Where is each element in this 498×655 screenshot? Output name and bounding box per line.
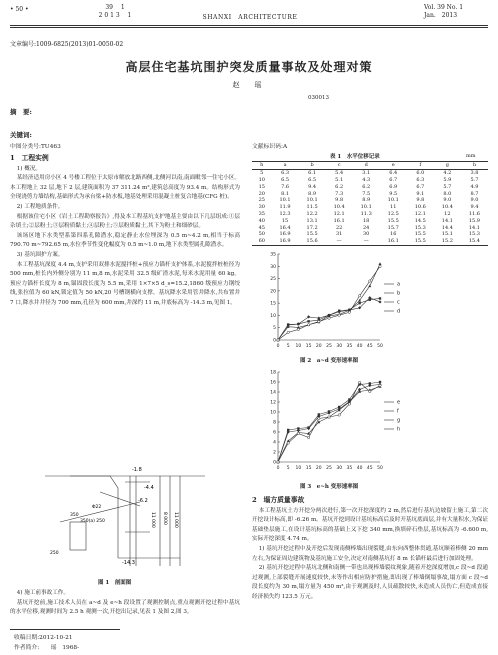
- y-tick-label: 25: [270, 277, 276, 283]
- table-cell: 9.1: [416, 190, 425, 197]
- table-cell: 31: [335, 231, 343, 238]
- x-tick-label: 45: [366, 344, 373, 349]
- x-tick-label: 50: [377, 344, 383, 349]
- table-cell: 4.2: [443, 170, 452, 177]
- table-cell: 6.5: [281, 176, 290, 183]
- data-point: [307, 436, 309, 438]
- table-cell: 8.7: [470, 190, 479, 197]
- fig1-dim-4: -14.3: [122, 560, 135, 566]
- table-cell: 6.0: [416, 170, 425, 177]
- table-cell: 11.3: [360, 210, 372, 217]
- paragraph: 某经济适用房小区 4 号楼工程位于太原市解放北路西侧,北侧河以南,南面毗邻一住宅小区。本工程地上 32 层,地下 2 层,建筑面积为 37 311.24 m²,建筑总高度为 93.4 m。结构形式为全现浇剪力墙结构,基础形式为承台梁+防水板,地基处理采用混凝土桩复合地基(CFG 桩)。: [10, 175, 240, 201]
- figure-3-caption: 图 3 e~h 变形速率图: [300, 484, 359, 490]
- data-point: [318, 320, 320, 322]
- table-cell: 15.6: [299, 238, 326, 245]
- x-tick-label: 30: [336, 466, 343, 471]
- table-cell: —: [353, 238, 380, 245]
- table-row: [252, 183, 488, 190]
- table-cell: 3.1: [362, 170, 371, 177]
- figure-1-caption: 图 1 剖面图: [98, 580, 132, 586]
- left-column-bottom: [10, 589, 240, 618]
- table-cell: 60: [252, 238, 272, 245]
- document-code: 文献标识码:A: [252, 144, 288, 150]
- table-cell: 14.1: [441, 217, 453, 224]
- data-point: [358, 295, 360, 297]
- table-cell: 16.9: [279, 231, 291, 238]
- table-cell: 5.7: [470, 176, 479, 183]
- table-cell: 6.3: [416, 176, 425, 183]
- subsection-heading: 3) 基坑围护方案。: [16, 251, 64, 258]
- paper-title: 高层住宅基坑围护突发质量事故及处理对策: [125, 60, 373, 74]
- paragraph: 2) 基坑开挖过程中基坑北侧和南侧一带也出现棒墙裂纹现象,随着开挖深度增加,c 段~d 段通过观测,上部裂缝开展速度较快,未等作出相应防护措施,即出现了棒墙倒塌事故,塌方面 c 段~d 段长度约为 30 m,塌方量为 450 m³,由于观测及时,人员疏散较快,未造成人员伤亡,但造成直接经济损失约 123.5 万元。: [252, 565, 488, 600]
- x-tick-label: 10: [295, 344, 302, 349]
- left-column: [10, 152, 240, 309]
- table-row: [252, 211, 488, 218]
- table-cell: 4.3: [362, 176, 371, 183]
- data-point: [379, 297, 381, 299]
- table-cell: d: [353, 162, 380, 170]
- table-row: [252, 204, 488, 211]
- table-cell: 15.9: [468, 217, 480, 224]
- legend-label: f: [397, 408, 399, 415]
- table-cell: 15.5: [407, 238, 434, 245]
- data-point: [338, 314, 340, 316]
- x-tick-label: 35: [346, 344, 353, 349]
- table-cell: 9.0: [443, 197, 452, 204]
- table-row: [252, 177, 488, 184]
- postal-code: 030013: [308, 95, 329, 101]
- x-tick-label: 10: [295, 466, 302, 471]
- data-point: [348, 311, 350, 313]
- table-cell: 15.2: [434, 238, 461, 245]
- table-cell: 17.2: [306, 224, 318, 231]
- table-cell: 6.5: [308, 176, 317, 183]
- table-cell: 5.9: [443, 176, 452, 183]
- table-cell: 5: [260, 170, 264, 177]
- table-cell: 8.9: [308, 190, 317, 197]
- y-tick-label: 16: [270, 380, 276, 386]
- author-info: 作者简介: 瑶 1968-: [14, 645, 80, 651]
- y-tick-label: 20: [270, 289, 276, 295]
- table-cell: 10.6: [414, 204, 426, 211]
- table-cell: 16.4: [279, 224, 291, 231]
- data-point: [379, 384, 381, 386]
- data-point: [378, 300, 381, 303]
- data-point: [328, 416, 330, 418]
- table-cell: 6.3: [281, 170, 290, 177]
- table-cell: 14.1: [468, 224, 480, 231]
- table-row: [252, 238, 488, 245]
- x-tick-label: 35: [346, 466, 353, 471]
- volume-issue-cn: 39 1 2 0 1 3 1: [98, 4, 132, 19]
- table-cell: 20: [258, 190, 265, 197]
- table-cell: 6.1: [308, 170, 317, 177]
- y-tick-label: 30: [270, 264, 276, 270]
- table-cell: 7.3: [335, 190, 344, 197]
- table-cell: 30: [258, 204, 265, 211]
- figure-2-caption: 图 2 a~d 变形速率图: [300, 358, 359, 364]
- table-cell: 9.4: [308, 183, 317, 190]
- author-name: 赵 瑶: [232, 81, 266, 89]
- table-cell: 24: [363, 224, 370, 231]
- table-cell: 9.4: [470, 204, 479, 211]
- table-cell: 15.3: [414, 224, 426, 231]
- x-tick-label: 40: [356, 344, 363, 349]
- data-point: [379, 381, 381, 383]
- subsection-heading: 4) 施工前事故工作。: [16, 590, 69, 596]
- data-point: [307, 320, 309, 322]
- data-point: [287, 331, 289, 333]
- data-point: [277, 461, 279, 463]
- table-row: [252, 169, 488, 176]
- paragraph: 本工程基坑土方开挖分两次进行,第一次开挖深度约 2 m,然后进行基坑边坡留土施工,第二次开挖设计标高,即 -6.26 m。基坑开挖到设计基坑标高后及时开基坑底面层,并有大量积水,为保证基础垫层施工,在设计基坑标高的基础上又下挖 340 mm,换填碎石垫层,基坑标高为 -6.600 m,实际开挖深度 4.74 m。: [252, 507, 488, 543]
- table-cell: 45: [258, 224, 265, 231]
- data-point: [297, 432, 299, 434]
- x-tick-label: 5: [286, 344, 290, 349]
- y-tick-label: 15: [270, 301, 276, 307]
- fig1-label-6: 8 000: [162, 512, 167, 525]
- legend-label: g: [397, 417, 401, 424]
- header-rule: [10, 25, 488, 26]
- table-cell: 8.0: [443, 190, 452, 197]
- series-line-g: [278, 387, 380, 463]
- data-point: [379, 265, 381, 267]
- data-point: [348, 403, 350, 405]
- subsection-heading: 2) 工程地质条件。: [16, 203, 64, 210]
- table-cell: g: [434, 162, 461, 170]
- y-tick-label: 18: [270, 370, 276, 376]
- footnote-rule: [10, 629, 120, 630]
- data-point: [369, 280, 371, 282]
- paragraph: 1) 基坑开挖过程中及开挖后发现南侧棒墙出现裂缝,由东向西整体贯通,基坑顺着棒侧 20 mm 左右,为保证周边建筑物及基坑施工安全,决定对南侧基坑打 8 m 长锚杆最后进行加固处理。: [252, 545, 488, 562]
- table-cell: 15: [281, 217, 289, 224]
- subsection-heading: 1) 概况。: [16, 165, 42, 172]
- x-tick-label: 15: [305, 344, 312, 349]
- table-cell: 5.1: [335, 176, 344, 183]
- table-cell: 25: [258, 197, 265, 204]
- series-line-c: [278, 264, 380, 340]
- data-point: [318, 417, 320, 419]
- fig1-label-4: 250: [50, 551, 59, 556]
- y-tick-label: 0: [273, 460, 276, 466]
- legend-label: c: [397, 299, 400, 306]
- volume-issue-en: Vol. 39 No. 1 Jan. 2013: [424, 4, 464, 19]
- data-point: [287, 442, 289, 444]
- table-cell: 15.5: [414, 231, 426, 238]
- table-cell: 15.5: [387, 217, 399, 224]
- table-row: [252, 162, 488, 170]
- paragraph: 根据该住宅小区《岩土工程勘察报告》,得及本工程基坑支护地基主要由以下几层组成:①层杂填土;②层粉土;③层粉质黏土;④层粉土;⑤层粉质黏土,其下为粉土和细砂层。: [10, 213, 240, 230]
- table-cell: a: [272, 162, 299, 170]
- table-cell: 7.5: [362, 190, 371, 197]
- paragraph: 本工程基坑深度 4.4 m,支护采用双排水泥搅拌桩+预应力锚杆支护体系,水泥搅拌桩桩径为 500 mm,桩长内外侧分别为 11 m,8 m,水泥采用 32.5 级矿渣水泥,每米水泥用量 60 kg。预应力锚杆长度为 8 m,锚固段长度为 5.5 m,采用 1×7×5 d_s=15.2,1860 级预应力钢绞线,张拉值为 60 kN,锁定值为 50 kN,20 号槽钢横向支撑。基坑降水采用管井降水,共布置井 7 口,降水井井径为 700 mm,孔径为 600 mm,井深约 11 m,井底标高为 -14.3 m,见图 1。: [10, 261, 240, 306]
- legend-label: d: [397, 308, 401, 315]
- received-date: 收稿日期:2012-10-21: [14, 635, 73, 641]
- data-point: [328, 317, 330, 319]
- table-row: [252, 224, 488, 231]
- y-tick-label: 0: [273, 338, 276, 344]
- data-point: [379, 262, 382, 265]
- table-cell: 11.6: [468, 210, 480, 217]
- figure-3-chart: [262, 366, 412, 476]
- table-cell: 16.9: [272, 238, 299, 245]
- section-heading: 1 工程实例: [10, 154, 49, 162]
- y-tick-label: 10: [270, 410, 276, 416]
- table-cell: 10.4: [333, 204, 345, 211]
- table-cell: 12: [444, 210, 451, 217]
- table-cell: —: [326, 238, 353, 245]
- header-rule-2: [10, 27, 488, 28]
- table-cell: 22: [335, 224, 343, 231]
- table-cell: 9.0: [470, 197, 479, 204]
- table-cell: 9.5: [389, 190, 398, 197]
- table-cell: 6.2: [335, 183, 344, 190]
- table-cell: 8.1: [281, 190, 290, 197]
- y-tick-label: 12: [270, 400, 276, 406]
- abstract-label: 摘 要:: [10, 108, 32, 116]
- paragraph: 该场区地下水类型系第四系孔隙潜水,稳定静止水位埋深为 0.5 m~4.2 m,相当于标高 790.70 m~792.65 m,水位季节性变化幅度为 0.5 m~1.0 m,地下水类型属孔隙潜水。: [10, 232, 240, 249]
- table-cell: 9.8: [416, 197, 425, 204]
- table-row: [252, 231, 488, 238]
- legend-label: h: [397, 426, 401, 433]
- table-cell: 10: [258, 176, 265, 183]
- data-point: [358, 381, 360, 383]
- right-column: [252, 494, 488, 603]
- data-point: [277, 339, 279, 341]
- table-cell: 35: [258, 210, 265, 217]
- journal-name-en: SHANXI ARCHITECTURE: [202, 14, 298, 21]
- table-cell: 15.4: [461, 238, 488, 245]
- table-cell: 7.6: [281, 183, 290, 190]
- legend-label: a: [397, 281, 401, 288]
- table-cell: e: [380, 162, 407, 170]
- table-1-caption: 表 1 水平位移记录: [330, 154, 380, 160]
- table-cell: 12.1: [414, 210, 426, 217]
- y-tick-label: 6: [273, 430, 276, 436]
- y-tick-label: 5: [273, 326, 276, 332]
- y-tick-label: 8: [273, 420, 276, 426]
- table-cell: 6.9: [389, 183, 398, 190]
- table-1-unit: mm: [466, 153, 476, 159]
- table-cell: 5.4: [335, 170, 344, 177]
- table-cell: 16.1: [380, 238, 407, 245]
- x-tick-label: 20: [315, 344, 322, 349]
- running-header: [0, 2, 498, 24]
- table-cell: 12.2: [306, 210, 318, 217]
- x-tick-label: 5: [286, 466, 290, 471]
- fig1-label-5: 11 000: [150, 512, 155, 528]
- table-cell: 50: [258, 231, 265, 238]
- x-tick-label: 15: [305, 466, 312, 471]
- table-cell: 9.8: [335, 197, 344, 204]
- series-line-f: [278, 385, 380, 463]
- x-tick-label: 50: [377, 466, 383, 471]
- fig1-dim-3: -6.2: [138, 498, 148, 504]
- data-point: [338, 414, 340, 416]
- table-cell: 8.9: [362, 197, 371, 204]
- table-cell: 12.3: [279, 210, 291, 217]
- y-tick-label: 2: [273, 450, 276, 456]
- table-cell: 5.7: [443, 183, 452, 190]
- table-cell: 4.9: [470, 183, 479, 190]
- table-cell: 14.4: [441, 224, 453, 231]
- x-tick-label: 30: [336, 344, 343, 349]
- x-tick-label: 25: [326, 466, 332, 471]
- table-cell: c: [326, 162, 353, 170]
- table-row: [252, 190, 488, 197]
- paragraph: 基坑开挖前,施工技术人员在 a~d 及 e~h 段设置了观测控制点,重点观测开挖过程中基坑的水平位移,观测时间为 2.5 h 观测一次,开挖出记录,见表 1 及图 2,图 3。: [10, 599, 240, 616]
- fig1-dim-1: -1.8: [132, 467, 142, 473]
- table-cell: 15: [258, 183, 265, 190]
- table-cell: 15.1: [441, 231, 453, 238]
- table-cell: 10.1: [387, 197, 399, 204]
- table-cell: 6.7: [416, 183, 425, 190]
- x-tick-label: 40: [356, 466, 363, 471]
- table-cell: 30: [363, 231, 370, 238]
- table-cell: 6.7: [389, 176, 398, 183]
- table-cell: 3.8: [470, 170, 479, 177]
- table-cell: 15.3: [468, 231, 480, 238]
- article-number: 文章编号:1009-6825(2013)01-0050-02: [10, 41, 124, 48]
- table-cell: 10.4: [441, 204, 453, 211]
- x-tick-label: 20: [315, 466, 322, 471]
- fig1-label-1: 350: [70, 513, 79, 518]
- x-tick-label: 25: [326, 344, 332, 349]
- table-cell: h: [461, 162, 488, 170]
- table-1: [252, 161, 488, 246]
- fig1-label-3: 350(a) 250: [80, 519, 105, 524]
- table-cell: 10.1: [360, 204, 372, 211]
- data-point: [369, 390, 371, 392]
- legend-label: e: [397, 399, 401, 406]
- x-tick-label: 45: [366, 466, 373, 471]
- data-point: [307, 324, 309, 326]
- keywords-label: 关键词:: [10, 131, 32, 139]
- table-cell: 18: [363, 217, 370, 224]
- series-line-e: [278, 382, 380, 462]
- table-cell: 16.1: [333, 217, 345, 224]
- y-tick-label: 14: [270, 390, 276, 396]
- table-cell: 10.1: [306, 197, 318, 204]
- table-cell: 12.1: [333, 210, 345, 217]
- table-cell: 16: [390, 231, 397, 238]
- table-cell: 11.5: [306, 204, 318, 211]
- table-cell: 40: [258, 217, 265, 224]
- table-cell: 11.9: [279, 204, 291, 211]
- table-cell: f: [407, 162, 434, 170]
- table-cell: 14.5: [414, 217, 426, 224]
- table-cell: 11: [390, 204, 397, 211]
- figure-1-section-drawing: [40, 462, 210, 572]
- y-tick-label: 10: [270, 313, 276, 319]
- table-cell: 10.1: [279, 197, 291, 204]
- data-point: [297, 328, 299, 330]
- table-cell: 15.7: [387, 224, 399, 231]
- clc-number: 中图分类号:TU463: [10, 144, 61, 150]
- section-heading: 2 塌方质量事故: [252, 496, 305, 504]
- table-cell: 13.1: [306, 217, 318, 224]
- figure-2-chart: [262, 248, 412, 354]
- table-cell: 15.5: [306, 231, 318, 238]
- table-cell: b: [299, 162, 326, 170]
- table-cell: h: [252, 162, 272, 170]
- y-tick-label: 4: [273, 440, 276, 446]
- x-tick-label: 0: [276, 344, 280, 349]
- table-cell: 6.4: [389, 170, 398, 177]
- table-row: [252, 217, 488, 224]
- fig1-label-7: 11 000: [173, 512, 178, 528]
- data-point: [368, 284, 371, 287]
- table-row: [252, 197, 488, 204]
- table-cell: 6.2: [362, 183, 371, 190]
- y-tick-label: 35: [270, 252, 276, 258]
- table-cell: 12.5: [387, 210, 399, 217]
- series-line-h: [278, 383, 380, 463]
- legend-label: b: [397, 290, 401, 297]
- data-point: [358, 302, 360, 304]
- x-tick-label: 0: [276, 466, 280, 471]
- page-number: • 50 •: [10, 6, 29, 13]
- fig1-label-2: Φ22: [92, 505, 102, 510]
- fig1-dim-2: -4.4: [144, 485, 154, 491]
